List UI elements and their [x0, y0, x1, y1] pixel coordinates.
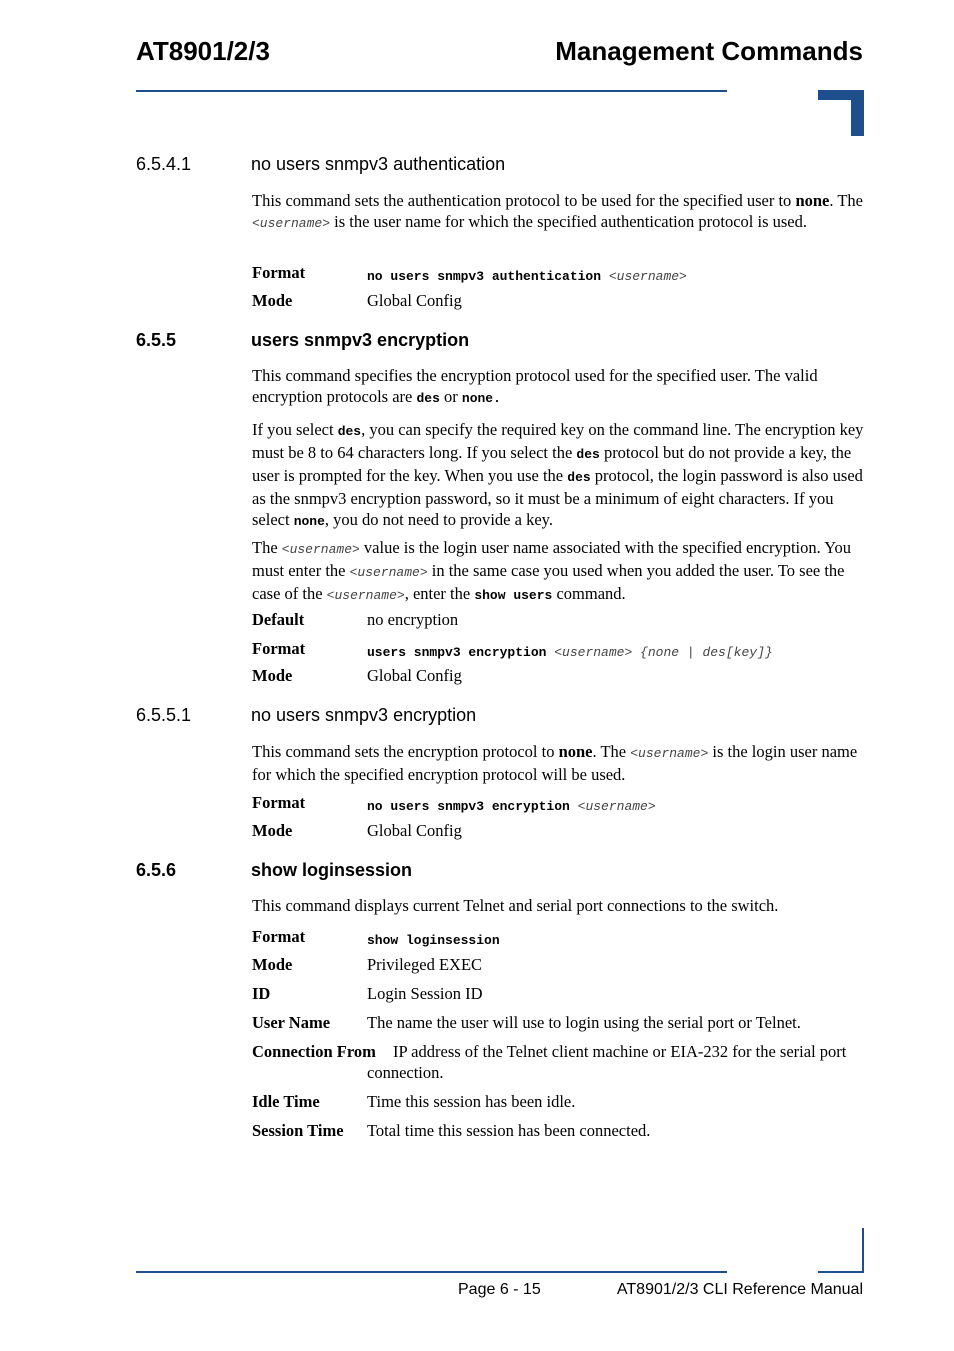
text: , you can specify the required key on the command line. The encryption key must be 8 to 64 characters long. If you select the	[252, 420, 864, 462]
section-title: no users snmpv3 encryption	[251, 705, 477, 725]
row-label: Session Time	[252, 1121, 344, 1140]
row-label: Mode	[252, 666, 293, 685]
row-value: no encryption	[367, 610, 459, 629]
row-value: Global Config	[367, 666, 462, 685]
row-label: Default	[252, 610, 305, 629]
command-text: show users	[474, 588, 553, 603]
command-text: des	[416, 391, 440, 406]
row-value: Total time this session has been connected.	[367, 1121, 651, 1140]
text: , you do not need to provide a key.	[324, 510, 553, 529]
text: is the login user name for which the specified encryption protocol will be used.	[252, 742, 858, 784]
section-heading-655	[136, 330, 469, 351]
row-label: Mode	[252, 291, 293, 310]
footer-corner-mark	[818, 1271, 864, 1273]
command-text: des	[337, 424, 362, 439]
row-label: Mode	[252, 821, 293, 840]
paragraph	[252, 419, 864, 532]
bold-text: none	[795, 191, 830, 210]
row-value: Global Config	[367, 291, 462, 310]
row-value	[367, 264, 864, 287]
footer-page-number: Page 6 - 15	[458, 1281, 541, 1298]
paragraph: This command displays current Telnet and serial port connections to the switch.	[252, 896, 779, 915]
section-number: 6.5.6	[136, 860, 177, 880]
section-heading-6541	[136, 154, 505, 175]
section-number: 6.5.4.1	[136, 154, 192, 174]
text: . The	[829, 191, 863, 210]
row-label: Format	[252, 927, 306, 946]
variable-text: <username>	[281, 542, 360, 557]
row-label: Format	[252, 263, 306, 282]
command-text: no users snmpv3 authentication	[367, 269, 609, 284]
row-value: Privileged EXEC	[367, 955, 483, 974]
section-title: users snmpv3 encryption	[251, 330, 470, 350]
text: This command sets the encryption protocol to	[252, 742, 559, 761]
row-label: Mode	[252, 955, 293, 974]
row-value: IP address of the Telnet client machine or EIA-232 for the serial port connection.	[367, 1042, 847, 1082]
command-text: no users snmpv3 encryption	[367, 799, 578, 814]
text: protocol, the login password is also used as the snmpv3 encryption password, so it must be a minimum of eight characters. If you select	[252, 466, 863, 529]
paragraph	[252, 741, 864, 785]
paragraph	[252, 537, 864, 606]
text: This command specifies the encryption protocol used for the specified user. The valid encryption protocols are	[252, 366, 818, 406]
command-text: des	[576, 447, 600, 462]
text: This command sets the authentication protocol to be used for the specified user to	[252, 191, 796, 210]
header-product: AT8901/2/3	[136, 36, 270, 66]
variable-text: <username> {none | des[key]}	[554, 645, 773, 660]
text: , enter the	[404, 584, 475, 603]
paragraph	[252, 365, 864, 409]
variable-text: <username>	[326, 588, 405, 603]
text: The	[252, 538, 282, 557]
header-rule	[136, 90, 727, 92]
text: is the user name for which the specified authentication protocol is used.	[330, 212, 808, 231]
row-value: The name the user will use to login using the serial port or Telnet.	[367, 1013, 801, 1032]
text: value is the login user name associated with the specified encryption. You must enter the	[252, 538, 852, 580]
row-label: Format	[252, 639, 306, 658]
command-text: show loginsession	[367, 933, 500, 948]
text: protocol but do not provide a key, the user is prompted for the key. When you use the	[252, 443, 852, 485]
text: in the same case you used when you added the user. To see the case of the	[252, 561, 845, 603]
header-corner-mark-vertical	[851, 90, 864, 136]
section-title: show loginsession	[251, 860, 413, 880]
footer-manual-title: AT8901/2/3 CLI Reference Manual	[616, 1281, 863, 1298]
row-label: Idle Time	[252, 1092, 320, 1111]
row-label: Format	[252, 793, 306, 812]
variable-text: <username>	[577, 799, 656, 814]
row-label: User Name	[252, 1013, 331, 1032]
footer-corner-mark-vertical	[862, 1228, 864, 1273]
row-value: Time this session has been idle.	[367, 1092, 576, 1111]
paragraph	[252, 190, 864, 234]
variable-text: <username>	[252, 216, 331, 231]
text: or	[439, 387, 462, 406]
variable-text: <username>	[608, 269, 687, 284]
header-chapter: Management Commands	[555, 36, 863, 66]
command-text: users snmpv3 encryption	[367, 645, 555, 660]
text: If you select	[252, 420, 338, 439]
text: . The	[592, 742, 631, 761]
command-text: none.	[461, 391, 501, 406]
variable-text: <username>	[349, 565, 428, 580]
section-title: no users snmpv3 authentication	[251, 154, 506, 174]
section-number: 6.5.5	[136, 330, 177, 350]
row-value: Login Session ID	[367, 984, 483, 1003]
row-label: Connection From	[252, 1042, 376, 1061]
row-value	[367, 928, 864, 951]
row-value: Global Config	[367, 821, 462, 840]
command-text: none	[293, 514, 325, 529]
row-value	[367, 640, 864, 663]
footer-rule	[136, 1271, 727, 1273]
section-heading-656	[136, 860, 412, 881]
row-value	[367, 794, 864, 817]
section-number: 6.5.5.1	[136, 705, 192, 725]
section-heading-6551	[136, 705, 476, 726]
text: command.	[552, 584, 626, 603]
command-text: des	[567, 470, 591, 485]
variable-text: <username>	[630, 746, 709, 761]
row-label: ID	[252, 984, 271, 1003]
bold-text: none	[558, 742, 593, 761]
